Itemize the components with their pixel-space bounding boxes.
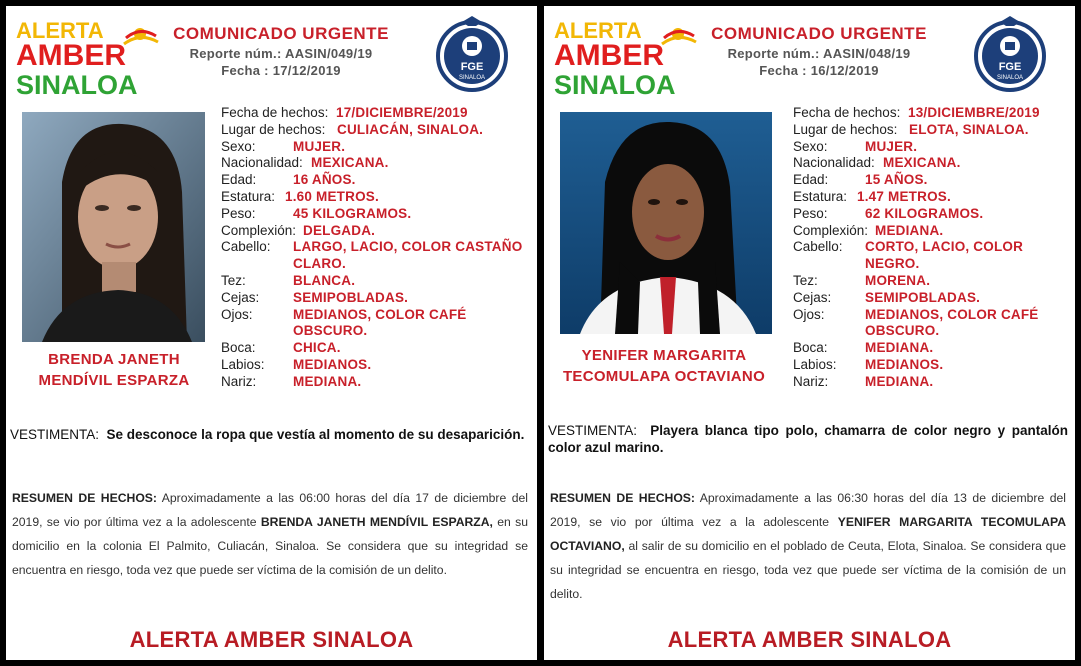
fact-row (221, 290, 533, 307)
fact-label: Boca: (793, 340, 828, 356)
fact-label: Sexo: (221, 138, 256, 154)
alerta-amber-logo (554, 18, 694, 98)
fact-row (221, 273, 533, 290)
name-line1: BRENDA JANETH (48, 351, 180, 368)
report-number: Reporte núm.: AASIN/049/19 (189, 46, 373, 61)
fact-value: SEMIPOBLADAS. (865, 289, 981, 305)
report-date: Fecha : 17/12/2019 (221, 63, 341, 78)
fact-label: Tez: (221, 272, 246, 288)
fact-value: 15 AÑOS. (865, 172, 928, 188)
fact-value: MEDIANOS. (293, 356, 372, 372)
seal-sub: SINALOA (996, 75, 1024, 81)
fact-row (221, 105, 533, 122)
sun-icon (120, 22, 160, 54)
name-line1: YENIFER MARGARITA (581, 347, 747, 364)
report-date: Fecha : 16/12/2019 (759, 63, 879, 78)
fact-label: Fecha de hechos: (221, 105, 329, 120)
fact-row (793, 189, 1073, 206)
fact-row (793, 139, 1073, 156)
fact-label: Ojos: (221, 306, 253, 322)
fact-row (221, 357, 533, 374)
fact-row (793, 223, 1073, 240)
fact-value: CHICA. (293, 340, 341, 356)
summary-text-2: al salir de su domicilio en el poblado de Ceuta, Elota, Sinaloa. Se considera que su integridad se encuentra en riesgo, toda vez que puede ser víctima de la comisión de un delito. (550, 539, 1066, 601)
fact-row (221, 189, 533, 206)
fact-row (221, 340, 533, 357)
fact-row (221, 206, 533, 223)
fact-row (221, 139, 533, 156)
vestimenta-label: VESTIMENTA: (10, 427, 100, 442)
fact-row (221, 155, 533, 172)
fact-label: Cabello: (221, 239, 271, 255)
fact-row (221, 307, 533, 341)
logo-line1: ALERTA (554, 18, 642, 43)
fact-value: LARGO, LACIO, COLOR CASTAÑO CLARO. (293, 239, 523, 272)
fact-value: CORTO, LACIO, COLOR NEGRO. (865, 239, 1024, 272)
fact-value: MEXICANA. (883, 155, 961, 171)
missing-person-photo (560, 112, 772, 334)
header (694, 24, 944, 78)
alert-poster-brenda (6, 6, 537, 660)
report-number: Reporte núm.: AASIN/048/19 (727, 46, 911, 61)
header-title: COMUNICADO URGENTE (173, 24, 389, 43)
seal-text: FGE (460, 61, 484, 73)
fact-label: Nacionalidad: (221, 155, 303, 171)
fact-value: MEDIANA. (865, 340, 934, 356)
fact-row (221, 122, 533, 139)
fact-label: Nariz: (221, 373, 257, 389)
fact-value: ELOTA, SINALOA. (909, 121, 1029, 137)
fact-value: MEDIANA. (293, 373, 362, 389)
missing-person-photo (22, 112, 205, 342)
fact-label: Lugar de hechos: (221, 121, 326, 137)
summary-text-2: en su domicilio en la colonia El Palmito, Culiacán, Sinaloa. Se considera que su integridad se encuentra en riesgo, toda vez que puede ser víctima de la comisión de un delito. (12, 515, 529, 577)
fact-value: MEDIANA. (875, 222, 944, 238)
fact-value: MEXICANA. (311, 155, 389, 171)
fact-row (793, 155, 1073, 172)
sun-icon (658, 22, 698, 54)
name-line2: MENDÍVIL ESPARZA (38, 372, 190, 389)
missing-person-name (544, 345, 784, 387)
fact-row (793, 172, 1073, 189)
fact-label: Cejas: (221, 289, 260, 305)
fact-label: Fecha de hechos: (793, 105, 901, 120)
fact-value: 13/DICIEMBRE/2019 (908, 105, 1040, 120)
fact-row (793, 105, 1073, 122)
facts-list (793, 105, 1073, 391)
fact-label: Peso: (221, 205, 256, 221)
fact-value: CULIACÁN, SINALOA. (337, 121, 484, 137)
fact-row (793, 290, 1073, 307)
resumen-de-hechos (12, 486, 528, 582)
summary-label: RESUMEN DE HECHOS: (550, 491, 695, 505)
vestimenta-text: Playera blanca tipo polo, chamarra de color negro y pantalón color azul marino. (548, 423, 1068, 455)
fact-label: Complexión: (793, 222, 869, 238)
fact-label: Nacionalidad: (793, 155, 875, 171)
fact-label: Estatura: (793, 188, 848, 204)
fact-label: Edad: (793, 172, 829, 188)
summary-name: BRENDA JANETH MENDÍVIL ESPARZA, (260, 515, 493, 529)
missing-person-name (12, 349, 216, 391)
fact-value: 1.47 METROS. (857, 188, 951, 204)
fact-row (793, 122, 1073, 139)
fact-row (793, 357, 1073, 374)
fact-row (793, 206, 1073, 223)
fact-label: Sexo: (793, 138, 828, 154)
fact-label: Labios: (221, 356, 265, 372)
fact-label: Ojos: (793, 306, 825, 322)
fact-label: Peso: (793, 205, 828, 221)
vestimenta (548, 422, 1068, 456)
fact-value: 1.60 METROS. (285, 188, 379, 204)
fact-label: Complexión: (221, 222, 297, 238)
facts-list (221, 105, 533, 391)
fact-row (793, 374, 1073, 391)
fact-label: Tez: (793, 272, 818, 288)
fact-row (793, 307, 1073, 341)
fact-label: Nariz: (793, 373, 829, 389)
fact-value: MUJER. (865, 138, 918, 154)
fact-row (221, 239, 533, 273)
fact-label: Boca: (221, 340, 256, 356)
resumen-de-hechos (550, 486, 1066, 606)
alert-poster-yenifer (544, 6, 1075, 660)
seal-text: FGE (998, 61, 1022, 73)
summary-text-1: Aproximadamente a las 06:30 horas del día 13 de diciembre del 2019, se vio por última vez a la adolescente (550, 491, 1066, 529)
logo-line1: ALERTA (16, 18, 104, 43)
logo-line2: AMBER (16, 39, 126, 72)
fact-value: MEDIANOS, COLOR CAFÉ OBSCURO. (865, 306, 1039, 339)
fact-value: MEDIANOS, COLOR CAFÉ OBSCURO. (293, 306, 467, 339)
fact-row (221, 172, 533, 189)
fact-value: 45 KILOGRAMOS. (293, 205, 412, 221)
header (156, 24, 406, 78)
fact-value: 62 KILOGRAMOS. (865, 205, 984, 221)
fact-row (793, 273, 1073, 290)
fact-value: SEMIPOBLADAS. (293, 289, 409, 305)
fge-seal-icon (436, 14, 508, 94)
fact-row (221, 374, 533, 391)
fact-value: MUJER. (293, 138, 346, 154)
fge-seal-icon (974, 14, 1046, 94)
fact-label: Cejas: (793, 289, 832, 305)
fact-label: Edad: (221, 172, 257, 188)
fact-label: Labios: (793, 356, 837, 372)
seal-sub: SINALOA (458, 75, 486, 81)
fact-value: MEDIANA. (865, 373, 934, 389)
fact-label: Estatura: (221, 188, 276, 204)
logo-line3: SINALOA (554, 70, 676, 100)
vestimenta-text: Se desconoce la ropa que vestía al momento de su desaparición. (106, 427, 525, 442)
logo-line2: AMBER (554, 39, 664, 72)
fact-label: Cabello: (793, 239, 843, 255)
fact-row (793, 239, 1073, 273)
fact-row (793, 340, 1073, 357)
fact-row (221, 223, 533, 240)
summary-label: RESUMEN DE HECHOS: (12, 491, 157, 505)
alerta-amber-logo (16, 18, 156, 98)
fact-value: MORENA. (865, 272, 931, 288)
fact-value: DELGADA. (303, 222, 376, 238)
summary-text-1: Aproximadamente a las 06:00 horas del día 17 de diciembre del 2019, se vio por última vez a la adolescente (12, 491, 528, 529)
fact-label: Lugar de hechos: (793, 121, 898, 137)
footer-title: ALERTA AMBER SINALOA (129, 627, 414, 652)
vestimenta-label: VESTIMENTA: (548, 423, 638, 438)
fact-value: 16 AÑOS. (293, 172, 356, 188)
name-line2: TECOMULAPA OCTAVIANO (562, 368, 766, 385)
vestimenta (10, 426, 530, 443)
logo-line3: SINALOA (16, 70, 138, 100)
fact-value: 17/DICIEMBRE/2019 (336, 105, 468, 120)
fact-value: BLANCA. (293, 272, 356, 288)
footer-title: ALERTA AMBER SINALOA (667, 627, 952, 652)
header-title: COMUNICADO URGENTE (711, 24, 927, 43)
fact-value: MEDIANOS. (865, 356, 944, 372)
summary-name: YENIFER MARGARITA TECOMULAPA OCTAVIANO, (550, 515, 1066, 553)
